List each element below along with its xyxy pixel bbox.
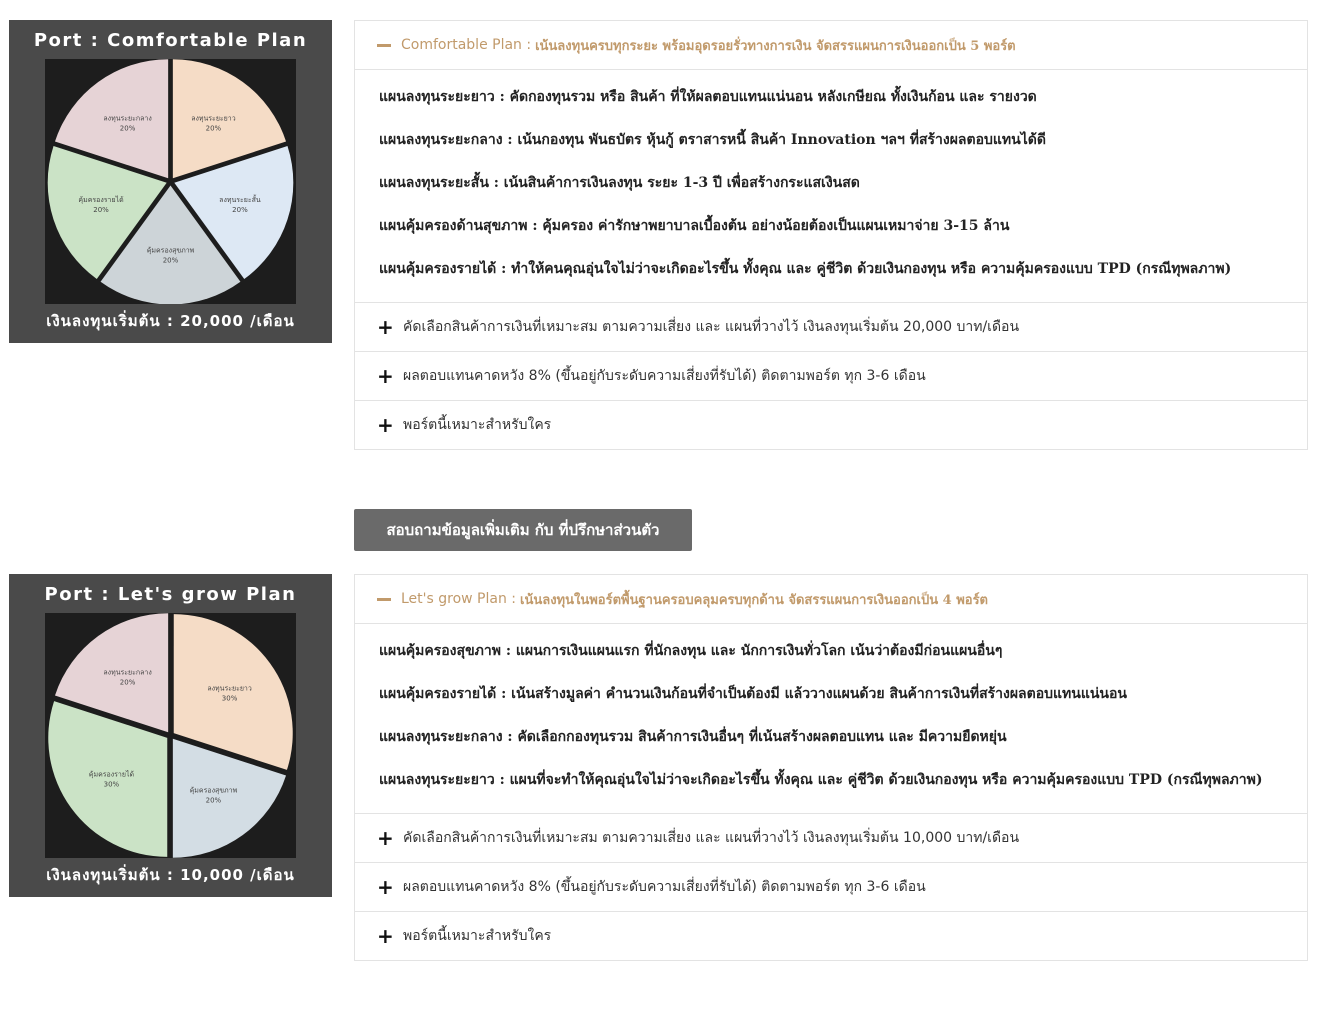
detail-income: แผนคุ้มครองรายได้ : ทำให้คนคุณอุ่นใจไม่ว่าจะเกิดอะไรขึ้น ทั้งคุณ และ คู่ชีวิต ด้วยเงินกองทุน หรือ ความคุ้มครองแบบ TPD (กรณีทุพลภาพ) <box>379 261 1232 277</box>
accordion-header-title: Let's grow Plan : <box>401 591 517 607</box>
accordion-body <box>355 624 1307 814</box>
lets-grow-plan-pie <box>45 613 296 858</box>
accordion-item-returns[interactable] <box>355 352 1307 401</box>
accordion-header-title: Comfortable Plan : <box>401 37 532 53</box>
accordion-item-label: พอร์ตนี้เหมาะสำหรับใคร <box>403 417 552 433</box>
accordion-item-suitable-for[interactable] <box>355 912 1307 960</box>
pie-slice-label: ลงทุนระยะสั้น <box>219 196 261 205</box>
lets-grow-plan-image <box>9 574 332 897</box>
accordion-item-label: ผลตอบแทนคาดหวัง 8% (ขึ้นอยู่กับระดับความเสี่ยงที่รับได้) ติดตามพอร์ต ทุก 3-6 เดือน <box>403 368 926 384</box>
pie-slice-percent: 30% <box>221 694 238 703</box>
plan-image-title: Port : Let's grow Plan <box>44 584 297 605</box>
detail-mid-term: แผนลงทุนระยะกลาง : คัดเลือกกองทุนรวม สินค้าการเงินอื่นๆ ที่เน้นสร้างผลตอบแทน และ มีความยืดหยุ่น <box>379 729 1007 745</box>
detail-health: แผนคุ้มครองด้านสุขภาพ : คุ้มครอง ค่ารักษาพยาบาลเบื้องต้น อย่างน้อยต้องเป็นแผนเหมาจ่าย 3-15 ล้าน <box>379 218 1010 234</box>
plan-image-footer: เงินลงทุนเริ่มต้น : 20,000 /เดือน <box>46 312 295 330</box>
accordion-item-returns[interactable] <box>355 863 1307 912</box>
accordion-item-label: คัดเลือกสินค้าการเงินที่เหมาะสม ตามความเสี่ยง และ แผนที่วางไว้ เงินลงทุนเริ่มต้น 20,000 บาท/เดือน <box>403 319 1020 335</box>
pie-slice-percent: 20% <box>205 124 222 133</box>
plus-icon: + <box>377 315 394 339</box>
pie-slice-percent: 20% <box>93 206 109 215</box>
accordion-item-label: คัดเลือกสินค้าการเงินที่เหมาะสม ตามความเสี่ยง และ แผนที่วางไว้ เงินลงทุนเริ่มต้น 10,000 บาท/เดือน <box>403 830 1020 846</box>
minus-icon <box>377 44 391 47</box>
plan-image-footer: เงินลงทุนเริ่มต้น : 10,000 /เดือน <box>46 866 295 884</box>
accordion-body <box>355 70 1307 303</box>
lets-grow-plan-accordion <box>354 574 1308 961</box>
accordion-item-products[interactable] <box>355 814 1307 863</box>
pie-slice-percent: 20% <box>162 256 179 265</box>
accordion-item-label: พอร์ตนี้เหมาะสำหรับใคร <box>403 928 552 944</box>
plus-icon: + <box>377 413 394 437</box>
accordion-header-description: เน้นลงทุนครบทุกระยะ พร้อมอุดรอยรั่วทางการเงิน จัดสรรแผนการเงินออกเป็น 5 พอร์ต <box>535 38 1016 54</box>
pie-slice-label: ลงทุนระยะยาว <box>207 684 252 693</box>
detail-income: แผนคุ้มครองรายได้ : เน้นสร้างมูลค่า คำนวนเงินก้อนที่จำเป็นต้องมี แล้ววางแผนด้วย สินค้าการเงินที่สร้างผลตอบแทนแน่นอน <box>379 686 1127 702</box>
accordion-item-products[interactable] <box>355 303 1307 352</box>
pie-slice-label: คุ้มครองสุขภาพ <box>146 246 195 255</box>
accordion-header-open[interactable] <box>355 575 1307 624</box>
comfortable-plan-pie <box>45 59 296 304</box>
comfortable-plan-accordion <box>354 20 1308 450</box>
accordion-header-description: เน้นลงทุนในพอร์ตพื้นฐานครอบคลุมครบทุกด้าน จัดสรรแผนการเงินออกเป็น 4 พอร์ต <box>520 592 988 608</box>
pie-slice-percent: 20% <box>119 678 136 687</box>
minus-icon <box>377 598 391 601</box>
contact-advisor-button[interactable]: สอบถามข้อมูลเพิ่มเติม กับ ที่ปรึกษาส่วนตัว <box>354 509 692 551</box>
pie-slice-percent: 30% <box>103 780 120 789</box>
plus-icon: + <box>377 364 394 388</box>
pie-slice-percent: 20% <box>119 124 136 133</box>
plan-image-title: Port : Comfortable Plan <box>33 30 308 51</box>
pie-slice-label: คุ้มครองรายได้ <box>88 770 135 779</box>
pie-slice-label: คุ้มครองสุขภาพ <box>189 786 238 795</box>
plus-icon: + <box>377 924 394 948</box>
pie-slice-label: ลงทุนระยะยาว <box>191 114 236 123</box>
accordion-item-label: ผลตอบแทนคาดหวัง 8% (ขึ้นอยู่กับระดับความเสี่ยงที่รับได้) ติดตามพอร์ต ทุก 3-6 เดือน <box>403 879 926 895</box>
plus-icon: + <box>377 875 394 899</box>
accordion-item-suitable-for[interactable] <box>355 401 1307 449</box>
pie-slice-label: ลงทุนระยะกลาง <box>103 668 152 677</box>
comfortable-plan-image <box>9 20 332 343</box>
detail-mid-term: แผนลงทุนระยะกลาง : เน้นกองทุน พันธบัตร หุ้นกู้ ตราสารหนี้ สินค้า Innovation ฯลฯ ที่สร้างผลตอบแทนได้ดี <box>379 132 1046 148</box>
accordion-header-open[interactable] <box>355 21 1307 70</box>
detail-short-term: แผนลงทุนระยะสั้น : เน้นสินค้าการเงินลงทุน ระยะ 1-3 ปี เพื่อสร้างกระแสเงินสด <box>379 175 860 191</box>
pie-slice-label: คุ้มครองรายได้ <box>78 196 124 205</box>
plus-icon: + <box>377 826 394 850</box>
pie-slice-label: ลงทุนระยะกลาง <box>103 114 152 123</box>
detail-long-term: แผนลงทุนระยะยาว : แผนที่จะทำให้คุณอุ่นใจไม่ว่าจะเกิดอะไรขึ้น ทั้งคุณ และ คู่ชีวิต ด้วยเงินกองทุน หรือ ความคุ้มครองแบบ TPD (กรณีทุพลภาพ) <box>379 772 1263 788</box>
detail-long-term: แผนลงทุนระยะยาว : คัดกองทุนรวม หรือ สินค้า ที่ให้ผลตอบแทนแน่นอน หลังเกษียณ ทั้งเงินก้อน และ รายงวด <box>379 89 1037 105</box>
detail-health: แผนคุ้มครองสุขภาพ : แผนการเงินแผนแรก ที่นักลงทุน และ นักการเงินทั่วโลก เน้นว่าต้องมีก่อนแผนอื่นๆ <box>379 643 1003 659</box>
pie-slice-percent: 20% <box>232 206 248 215</box>
pie-slice-percent: 20% <box>205 796 222 805</box>
